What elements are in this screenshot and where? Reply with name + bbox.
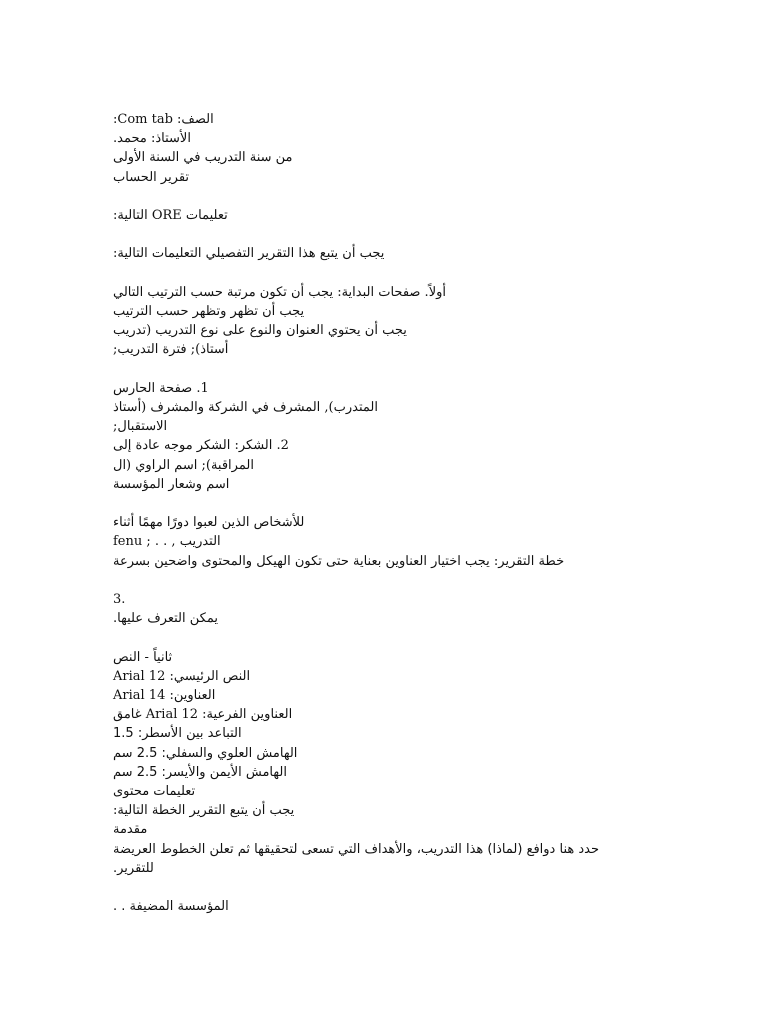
plan-intro-line: يجب أن يتبع التقرير الخطة التالية: — [113, 803, 295, 819]
top-bottom-margin-line: الهامش العلوي والسفلي: 2.5 سم — [113, 745, 298, 761]
body-font-line: النص الرئيسي: Arial 12 — [113, 668, 251, 684]
blank-line — [113, 360, 653, 379]
blank-line — [113, 628, 653, 647]
content-instructions-heading: تعليمات محتوى — [113, 784, 196, 799]
blank-line — [113, 878, 653, 897]
introduction-text-end: للتقرير. — [113, 860, 154, 876]
text-line: يمكن التعرف عليها. — [113, 611, 218, 627]
blank-line — [113, 225, 653, 244]
report-title-line: تقرير الحساب — [113, 169, 190, 185]
text-line: اسم وشعار المؤسسة — [113, 476, 230, 492]
blank-line — [113, 494, 653, 513]
instructions-heading: تعليمات ORE التالية: — [113, 208, 228, 223]
left-right-margin-line: الهامش الأيمن والأيسر: 2.5 سم — [113, 764, 287, 780]
introduction-heading: مقدمة — [113, 822, 148, 838]
text-line: المراقبة); اسم الراوي (ال — [113, 457, 254, 473]
teacher-line: الأستاذ: محمد. — [113, 131, 191, 147]
blank-line — [113, 187, 653, 206]
blank-line — [113, 264, 653, 283]
line-spacing-line: التباعد بين الأسطر: 1.5 — [113, 726, 242, 742]
text-line: التدريب , . . ; fenu — [113, 534, 221, 550]
list-item-3: 3. — [113, 591, 126, 607]
text-line: الاستقبال; — [113, 419, 168, 435]
list-item-1: 1. صفحة الحارس — [113, 380, 209, 396]
section-one-heading: أولاً. صفحات البداية: يجب أن تكون مرتبة حسب الترتيب التالي — [113, 284, 446, 300]
subheadings-font-line: العناوين الفرعية: Arial 12 غامق — [113, 707, 293, 723]
training-year-line: من سنة التدريب في السنة الأولى — [113, 150, 293, 166]
text-line: يجب أن يحتوي العنوان والنوع على نوع التدريب (تدريب — [113, 323, 407, 339]
document-text — [113, 110, 653, 916]
class-line: الصف: Com tab: — [113, 112, 214, 127]
introduction-text: حدد هنا دوافع (لماذا) هذا التدريب، والأهداف التي تسعى لتحقيقها ثم تعلن الخطوط العريضة — [113, 841, 600, 857]
text-line: المتدرب), المشرف في الشركة والمشرف (أستاذ — [113, 399, 378, 415]
text-line: أستاذ); فترة التدريب; — [113, 342, 229, 358]
report-plan-line: خطة التقرير: يجب اختيار العناوين بعناية حتى تكون الهيكل والمحتوى واضحين بسرعة — [113, 553, 565, 569]
blank-line — [113, 571, 653, 590]
section-two-heading: ثانياً - النص — [113, 649, 173, 665]
headings-font-line: العناوين: Arial 14 — [113, 687, 216, 703]
list-item-2: 2. الشكر: الشكر موجه عادة إلى — [113, 438, 289, 454]
instructions-intro: يجب أن يتبع هذا التقرير التفصيلي التعليمات التالية: — [113, 246, 385, 262]
host-institution-heading: المؤسسة المضيفة . . — [113, 899, 229, 915]
text-line: يجب أن تظهر وتظهر حسب الترتيب — [113, 303, 305, 319]
text-line: للأشخاص الذين لعبوا دورًا مهمًا أثناء — [113, 515, 305, 531]
